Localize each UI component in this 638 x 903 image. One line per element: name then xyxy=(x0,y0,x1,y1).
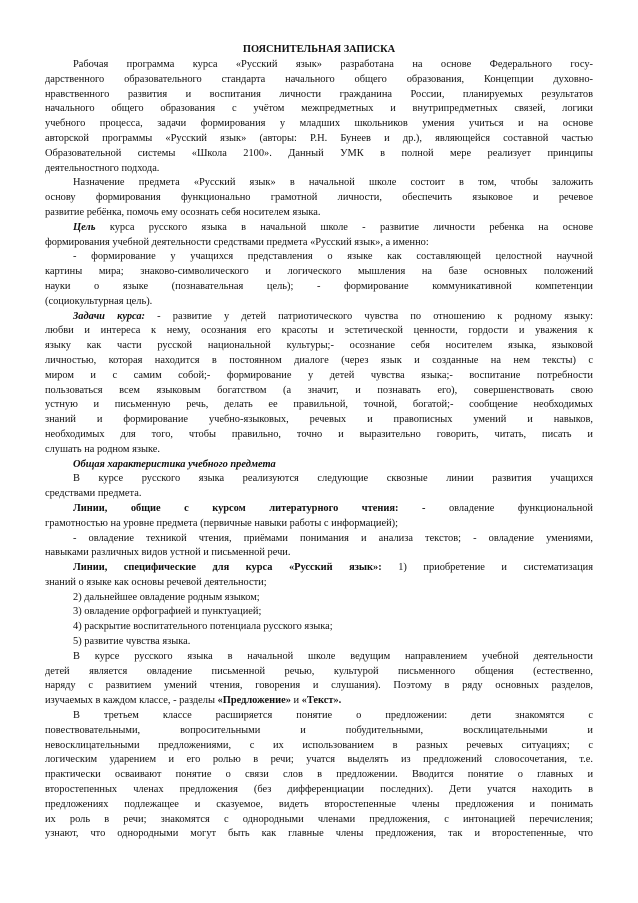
text-line: деятельностного подхода. xyxy=(45,162,160,174)
tasks-label: Задачи курса: xyxy=(73,310,146,322)
text-line: слушать на родном языке. xyxy=(45,443,160,455)
lines-general-line: Линии, общие с курсом литературного чтения: - овладение функциональной xyxy=(73,502,593,514)
text-line: В третьем классе расширяется понятие о предложении: дети знакомятся с xyxy=(73,710,593,722)
text-line: миром и с самим собой;- формирование у детей чувства языка;- воспитание потребности xyxy=(45,369,593,381)
section-text-label: «Текст». xyxy=(301,695,342,707)
text-line: наряду с развитием умений чтения, говорения и слушания). Поэтому в ряду основных разделов, xyxy=(45,680,593,692)
lines-general-label: Линии, общие с курсом литературного чтения: - xyxy=(73,502,426,514)
text-line: логическим ударением и его ролью в речи; учатся выделять из предложений словосочетания, т.е. xyxy=(45,754,593,766)
list-item: 4) раскрытие воспитательного потенциала русского языка; xyxy=(73,621,333,633)
text-line: формирования учебной деятельности средствами предмета «Русский язык», а именно: xyxy=(45,236,429,248)
text-line: средствами предмета. xyxy=(45,488,142,500)
tasks-line: Задачи курса: - развитие у детей патриотического чувства по отношению к родному языку: xyxy=(73,310,593,322)
text-line: навыками различных видов устной и письменной речи. xyxy=(45,547,291,559)
section-heading: Общая характеристика учебного предмета xyxy=(73,458,276,470)
text-line: детей является овладение письменной речью, культурой письменного общения (естественно, xyxy=(45,665,593,677)
text-line: науки о языке (познавательная цель); - формирование коммуникативной компетенции xyxy=(45,280,593,292)
text-line: основу формирования функционально грамотной личности, обеспечить языковое и речевое xyxy=(45,192,593,204)
text-line: - овладение техникой чтения, приёмами понимания и анализа текстов; - овладение умениями, xyxy=(73,532,593,544)
lines-specific-label: Линии, специфические для курса «Русский язык»: xyxy=(73,562,382,574)
text-line: авторской программы «Русский язык» (авторы: Р.Н. Бунеев и др.), являющейся составной частью xyxy=(45,132,593,144)
text-line: В курсе русского языка в начальной школе ведущим направлением учебной деятельности xyxy=(73,650,593,662)
document-body xyxy=(45,58,593,842)
text-line: любви и интереса к нему, осознания его красоты и эстетической ценности, гордости и уважения к xyxy=(45,325,593,337)
text-line: невосклицательными предложениями, с их использованием в разных речевых ситуациях; с xyxy=(45,739,593,751)
text-line: личностью, которая находится в постоянном диалоге (через язык и созданные на нем тексты) с xyxy=(45,354,593,366)
section-sentence-label: «Предложение» xyxy=(217,695,291,707)
list-item: 3) овладение орфографией и пунктуацией; xyxy=(73,606,262,618)
text-line: языку как части русской национальной культуры;- осознание себя носителем языка, языковой xyxy=(45,340,593,352)
text-line: знаний о языке как основы речевой деятельности; xyxy=(45,576,267,588)
text-line: нравственного развития и воспитания личности гражданина России, планируемых результатов xyxy=(45,88,593,100)
sections-line: изучаемых в каждом классе, - разделы «Предложение» и «Текст». xyxy=(45,695,342,707)
goal-line: Цель курса русского языка в начальной школе - развитие личности ребенка на основе xyxy=(73,221,593,233)
text-line: - формирование у учащихся представления о языке как составляющей целостной научной xyxy=(73,251,593,263)
list-item: 2) дальнейшее овладение родным языком; xyxy=(73,591,260,603)
text-line: учебного процесса, задачи формирования у младших школьников умения учиться и на основе xyxy=(45,118,593,130)
text-line: предложениях подлежащее и сказуемое, видеть второстепенные члены предложения и понимать xyxy=(45,798,593,810)
text-line: картины мира; знаково-символического и логического мышления на базе основных положений xyxy=(45,266,593,278)
text-line: устную и письменную речь, делать ее правильной, точной, богатой;- сообщение необходимых xyxy=(45,399,593,411)
text-line: пользоваться всем языковым богатством (а значит, и познавать его), совершенствовать свою xyxy=(45,384,593,396)
text-line: Образовательной системы «Школа 2100». Данный УМК в полной мере реализует принципы xyxy=(45,147,593,159)
text-line: грамотностью на уровне предмета (первичные навыки работы с информацией); xyxy=(45,517,398,529)
list-item: 5) развитие чувства языка. xyxy=(73,636,191,648)
text-line: Назначение предмета «Русский язык» в начальной школе состоит в том, чтобы заложить xyxy=(73,177,593,189)
text-line: повествовательными, вопросительными и побудительными, восклицательными и xyxy=(45,724,593,736)
text-line: узнают, что однородными могут быть как главные члены предложения, так и второстепенные, что xyxy=(45,828,593,840)
text-line: практически осваивают понятие о связи слов в предложении. Вводится понятие о главных и xyxy=(45,769,593,781)
text-line: необходимых для того, чтобы правильно, точно и выразительно говорить, читать, писать и xyxy=(45,428,593,440)
text-line: В курсе русского языка реализуются следующие сквозные линии развития учащихся xyxy=(73,473,593,485)
text-line: дарственного образовательного стандарта начального общего образования, Концепции духовно- xyxy=(45,73,593,85)
text-line: развитие ребёнка, помочь ему осознать себя носителем языка. xyxy=(45,206,321,218)
text-line: их роль в речи; знакомятся с однородными членами предложения, с интонацией перечисления; xyxy=(45,813,593,825)
text-line: Рабочая программа курса «Русский язык» разработана на основе Федерального госу- xyxy=(73,59,593,70)
text-line: начального общего образования с учётом межпредметных и внутрипредметных связей, логики xyxy=(45,103,593,115)
goal-label: Цель xyxy=(73,221,96,233)
lines-specific-line: Линии, специфические для курса «Русский язык»: 1) приобретение и систематизация xyxy=(73,562,593,574)
text-line: второстепенных членах предложения (без дифференциации последних). Дети учатся находить в xyxy=(45,784,593,796)
text-line: (социокультурная цель). xyxy=(45,295,153,307)
document-title: ПОЯСНИТЕЛЬНАЯ ЗАПИСКА xyxy=(242,44,396,55)
text-line: знаний и формирование учебно-языковых, речевых и правописных умений и навыков, xyxy=(45,414,593,426)
